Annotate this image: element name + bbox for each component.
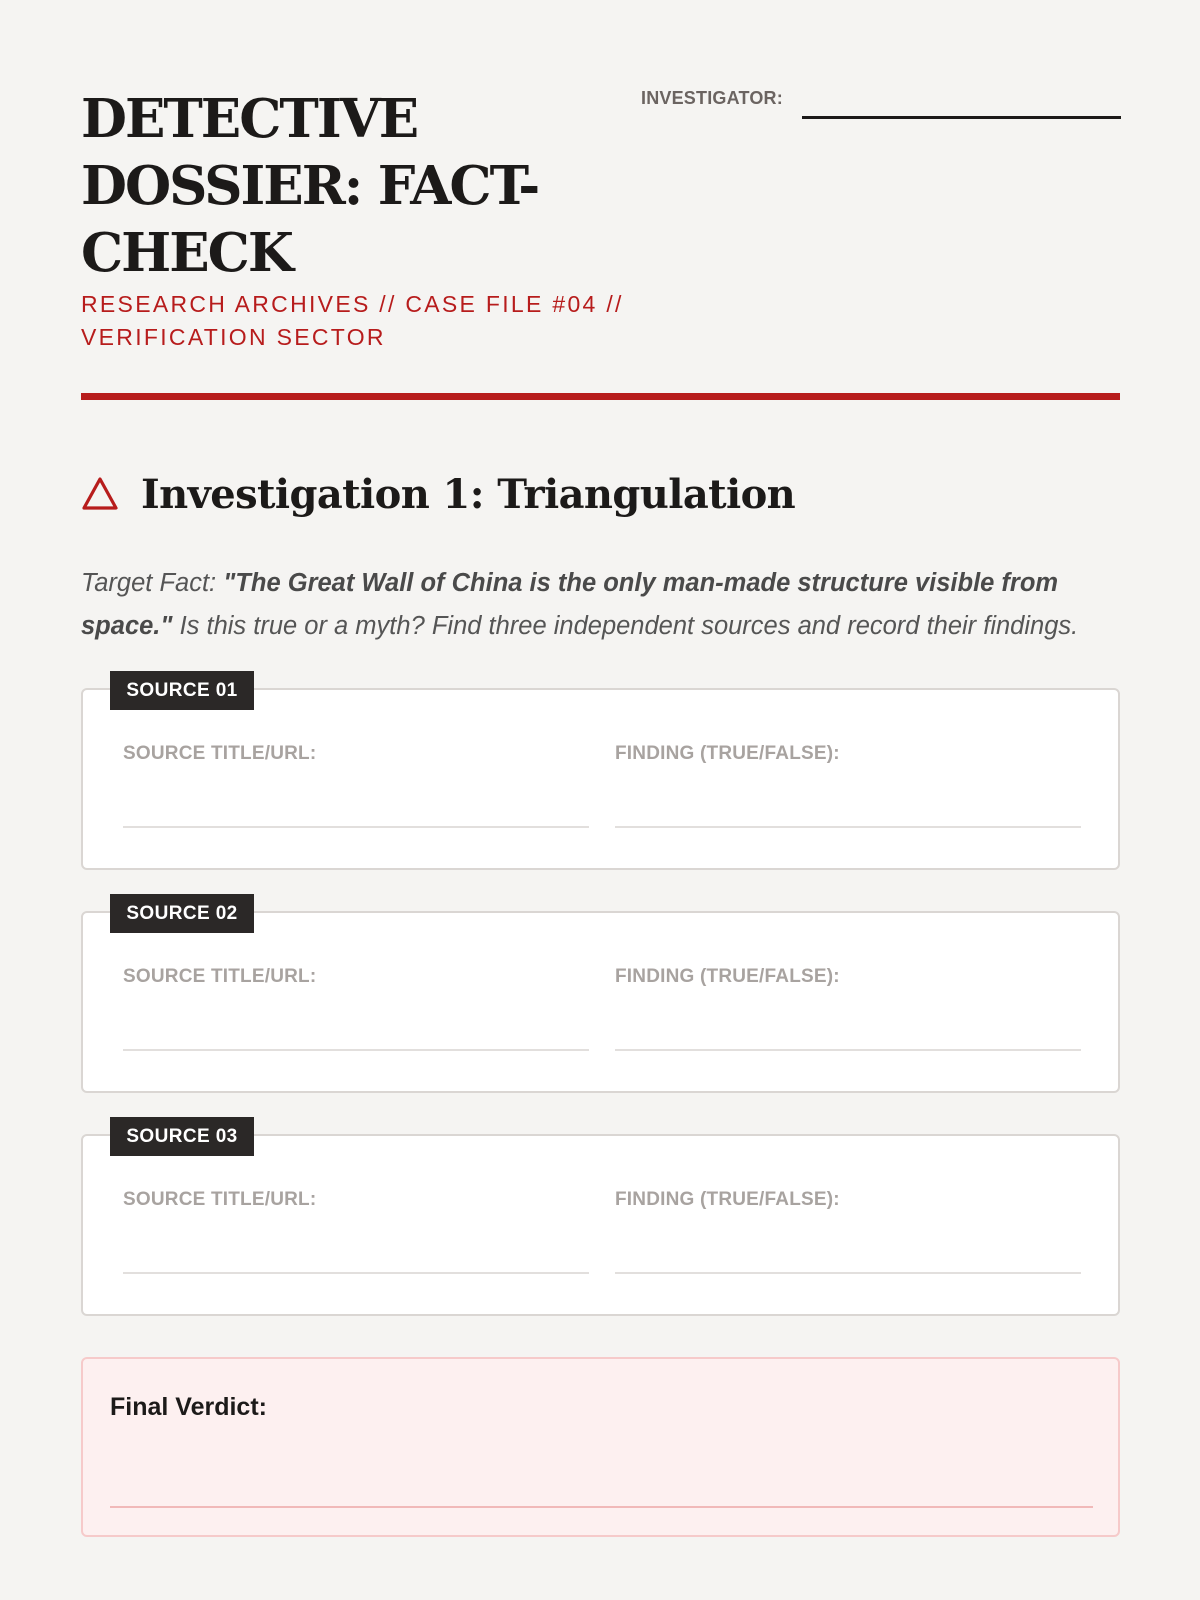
finding-label: FINDING (TRUE/FALSE): (615, 743, 840, 764)
header-divider (81, 393, 1120, 400)
section-heading (81, 470, 1120, 524)
prompt-instructions: Is this true or a myth? Find three independent sources and record their findings. (172, 612, 1079, 640)
source-card (81, 680, 1120, 870)
source-tag: SOURCE 03 (110, 1117, 254, 1156)
final-verdict-box (81, 1357, 1120, 1537)
source-title-label: SOURCE TITLE/URL: (123, 1189, 317, 1210)
target-fact-prompt (81, 562, 1120, 648)
source-tag: SOURCE 02 (110, 894, 254, 933)
source-title-label: SOURCE TITLE/URL: (123, 966, 317, 987)
source-title-input-line[interactable] (123, 1272, 589, 1274)
source-card (81, 903, 1120, 1093)
page-subtitle: RESEARCH ARCHIVES // CASE FILE #04 // VERIFICATION SECTOR (81, 291, 624, 350)
source-tag: SOURCE 01 (110, 671, 254, 710)
target-fact: "The Great Wall of China is the only man-made structure visible from space." (81, 569, 1059, 640)
investigator-label: INVESTIGATOR: (641, 88, 783, 108)
source-title-field (123, 690, 589, 872)
finding-label: FINDING (TRUE/FALSE): (615, 966, 840, 987)
final-verdict-input-line[interactable] (110, 1506, 1093, 1508)
source-title-field (123, 913, 589, 1095)
finding-label: FINDING (TRUE/FALSE): (615, 1189, 840, 1210)
finding-input-line[interactable] (615, 1049, 1081, 1051)
source-card (81, 1126, 1120, 1316)
section-title: Investigation 1: Triangulation (141, 471, 796, 518)
finding-input-line[interactable] (615, 826, 1081, 828)
final-verdict-label: Final Verdict: (110, 1393, 267, 1421)
source-title-field (123, 1136, 589, 1318)
finding-field (615, 690, 1081, 872)
source-title-input-line[interactable] (123, 826, 589, 828)
source-title-label: SOURCE TITLE/URL: (123, 743, 317, 764)
finding-field (615, 1136, 1081, 1318)
source-title-input-line[interactable] (123, 1049, 589, 1051)
page-title: DETECTIVE DOSSIER: FACT-CHECK (81, 88, 539, 284)
investigator-input-line[interactable] (802, 116, 1121, 119)
investigator-field (641, 86, 1120, 126)
finding-field (615, 913, 1081, 1095)
prompt-prefix: Target Fact: (81, 569, 224, 597)
finding-input-line[interactable] (615, 1272, 1081, 1274)
header (81, 86, 1120, 406)
triangle-icon (81, 476, 119, 512)
worksheet-page (81, 0, 1120, 1600)
